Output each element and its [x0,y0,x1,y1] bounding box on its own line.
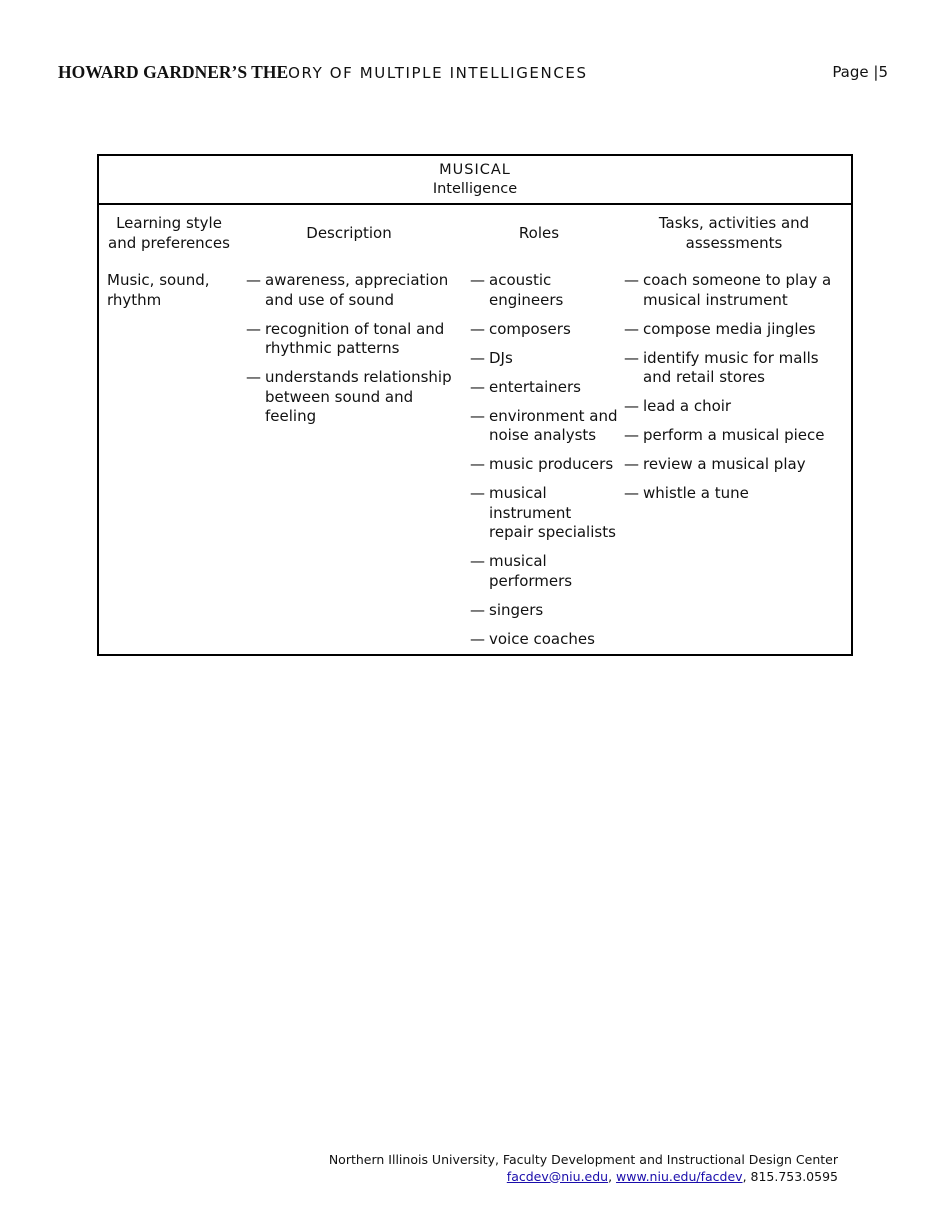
document-title [58,62,588,83]
task-item [624,320,849,340]
description-item [246,271,456,310]
description-item-text: recognition of tonal and rhythmic patterns [265,319,445,357]
role-item [470,407,620,446]
role-item [470,320,620,340]
task-item [624,455,849,475]
bullet-dash: — [470,377,485,396]
learning-style-cell: Music, sound, rhythm [107,271,210,309]
bullet-dash: — [624,426,639,444]
roles-list [470,271,620,649]
column-header-tasks: Tasks, activities and assessments [658,214,810,252]
column-header-description: Description [306,224,392,242]
bullet-dash: — [624,397,639,415]
footer-email-link[interactable]: facdev@niu.edu [506,1168,609,1184]
task-item-text: lead a choir [643,397,732,415]
bullet-dash: — [470,348,485,367]
role-item-text: musical performers [489,552,573,590]
task-item [624,484,849,504]
footer-institution: Northern Illinois University, Faculty Development and Instructional Design Center [328,1152,838,1167]
bullet-dash: — [470,484,485,502]
role-item [470,484,620,543]
footer-separator: , [608,1168,617,1184]
bullet-dash: — [246,319,261,338]
bullet-dash: — [624,455,639,473]
column-header-roles: Roles [518,224,560,242]
task-item [624,397,849,417]
task-item-text: compose media jingles [643,319,816,338]
bullet-dash: — [470,629,485,648]
role-item [470,630,620,650]
intelligence-table [97,154,853,656]
description-item-text: awareness, appreciation and use of sound [265,271,449,309]
role-item [470,271,620,310]
description-item-text: understands relationship between sound and feeling [265,368,452,425]
role-item-text: environment and noise analysts [489,406,618,444]
footer-phone: , 815.753.0595 [742,1168,838,1184]
bullet-dash: — [470,552,485,570]
footer-website-link[interactable]: www.niu.edu/facdev [616,1168,743,1184]
role-item [470,378,620,398]
task-item-text: review a musical play [643,455,806,473]
tasks-list [624,271,849,504]
roles-cell [470,271,620,659]
footer-contact [329,1169,838,1186]
task-item-text: whistle a tune [643,484,749,502]
table-title-line2: Intelligence [432,181,518,197]
bullet-dash: — [470,455,485,473]
role-item-text: music producers [489,455,614,473]
page-number: Page |5 [832,63,888,81]
role-item-text: singers [489,600,544,619]
task-item [624,349,849,388]
bullet-dash: — [470,600,485,619]
bullet-dash: — [624,484,639,502]
bullet-dash: — [624,271,639,289]
task-item-text: identify music for malls and retail stores [643,348,819,386]
document-title-bold: HOWARD GARDNER’S THE [58,62,289,82]
role-item-text: entertainers [489,377,581,396]
description-list [246,271,456,427]
bullet-dash: — [624,319,639,338]
description-cell [246,271,456,436]
description-item [246,320,456,359]
bullet-dash: — [470,319,485,338]
table-title-line1: MUSICAL [439,162,511,178]
column-header-learning-style: Learning style and preferences [108,214,230,252]
task-item-text: perform a musical piece [643,426,825,444]
table-title [99,156,851,205]
task-item-text: coach someone to play a musical instrument [643,271,832,309]
bullet-dash: — [246,271,261,289]
role-item [470,349,620,369]
role-item-text: DJs [489,348,513,367]
role-item [470,601,620,621]
page-header [58,62,888,86]
bullet-dash: — [470,271,485,289]
role-item-text: composers [489,319,571,338]
page-footer [329,1152,838,1185]
role-item-text: voice coaches [489,629,595,648]
bullet-dash: — [624,348,639,367]
role-item-text: musical instrument repair specialists [489,484,616,541]
task-item [624,271,849,310]
role-item [470,552,620,591]
task-item [624,426,849,446]
description-item [246,368,456,427]
bullet-dash: — [470,406,485,425]
role-item-text: acoustic engineers [489,271,564,309]
role-item [470,455,620,475]
bullet-dash: — [246,368,261,386]
document-title-rest: ORY OF MULTIPLE INTELLIGENCES [288,64,588,82]
tasks-cell [624,271,849,513]
